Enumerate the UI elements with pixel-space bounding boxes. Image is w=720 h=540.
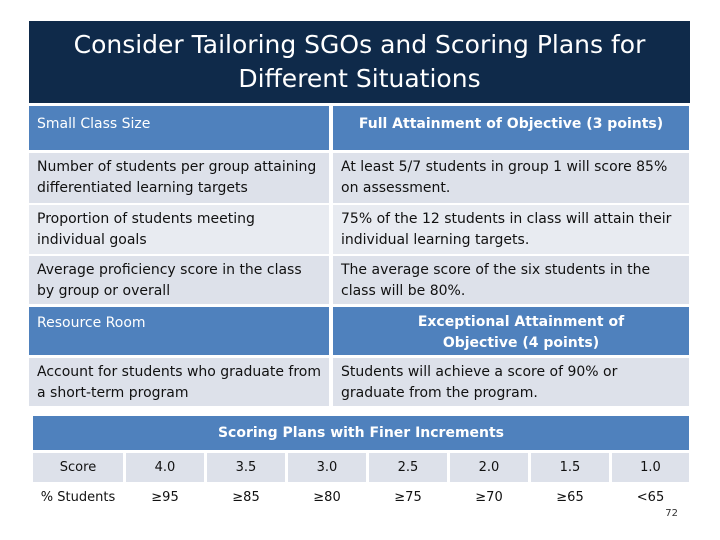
resource-room-header: Resource Room	[29, 307, 329, 355]
full-attainment-header: Full Attainment of Objective (3 points)	[333, 106, 689, 150]
score-cell: 1.0	[612, 453, 689, 482]
score-cell: 4.0	[126, 453, 204, 482]
page-title: Consider Tailoring SGOs and Scoring Plans for Different Situations	[73, 30, 646, 93]
students-cell: <65	[636, 490, 665, 505]
score-cell: 3.0	[288, 453, 366, 482]
row1-right: At least 5/7 students in group 1 will score 85% on assessment.	[333, 153, 689, 203]
students-cell: ≥85	[232, 490, 260, 505]
row3-right: The average score of the six students in the class will be 80%.	[333, 256, 689, 304]
score-cell: 3.5	[207, 453, 285, 482]
score-cell: 2.0	[450, 453, 528, 482]
students-row-label: % Students	[40, 490, 116, 505]
row1-left: Number of students per group attaining differentiated learning targets	[29, 153, 329, 203]
score-row-label: Score	[33, 453, 123, 482]
scoring-plans-header: Scoring Plans with Finer Increments	[33, 416, 689, 450]
students-cell: ≥70	[475, 490, 503, 505]
exceptional-attainment-header: Exceptional Attainment of Objective (4 points)	[333, 307, 689, 355]
row2-left: Proportion of students meeting individual goals	[29, 205, 329, 254]
row4-left: Account for students who graduate from a short-term program	[29, 358, 329, 406]
students-cell: ≥80	[313, 490, 341, 505]
score-cell: 1.5	[531, 453, 609, 482]
row2-right: 75% of the 12 students in class will attain their individual learning targets.	[333, 205, 689, 254]
students-cell: ≥75	[394, 490, 422, 505]
title-bar	[29, 21, 690, 103]
students-cell: ≥95	[151, 490, 179, 505]
row4-right: Students will achieve a score of 90% or graduate from the program.	[333, 358, 689, 406]
students-cell: ≥65	[556, 490, 584, 505]
small-class-size-header: Small Class Size	[29, 106, 329, 150]
score-cell: 2.5	[369, 453, 447, 482]
row3-left: Average proficiency score in the class by group or overall	[29, 256, 329, 304]
page-number: 72	[665, 508, 678, 519]
